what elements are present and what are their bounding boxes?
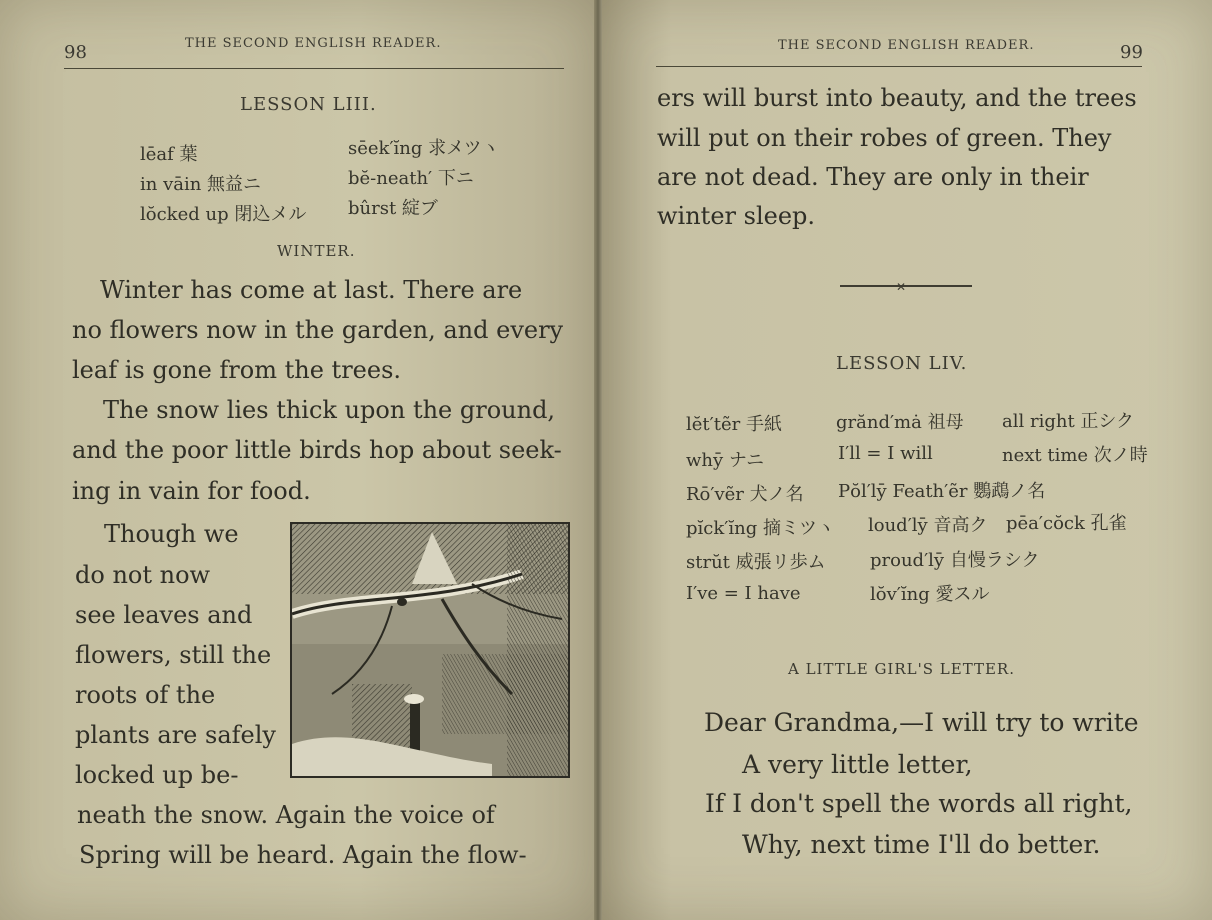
text-line: are not dead. They are only in their — [657, 163, 1089, 191]
text-line: do not now — [75, 561, 211, 589]
text-line: neath the snow. Again the voice of — [77, 801, 495, 829]
text-line: ing in vain for food. — [72, 477, 311, 505]
vocab-item: strŭt 威張リ歩ム — [686, 552, 826, 573]
text-line: see leaves and — [75, 601, 253, 629]
text-line: flowers, still the — [75, 641, 272, 669]
vocab-item: next time 次ノ時 — [1002, 445, 1148, 466]
poem-line: A very little letter, — [742, 750, 973, 779]
story-title-right: A LITTLE GIRL'S LETTER. — [788, 660, 1015, 678]
text-line: and the poor little birds hop about seek- — [72, 436, 562, 464]
story-title-left: WINTER. — [277, 242, 356, 260]
text-line: ers will burst into beauty, and the trees — [657, 84, 1137, 112]
text-line: winter sleep. — [657, 202, 816, 230]
vocab-item: bĕ-neath′ 下ニ — [348, 168, 474, 189]
vocab-item: lēaf 葉 — [140, 144, 198, 165]
header-rule-left — [64, 68, 564, 69]
text-line: no flowers now in the garden, and every — [72, 316, 564, 344]
text-line: roots of the — [75, 681, 216, 709]
vocab-item: Rō′vẽr 犬ノ名 — [686, 484, 804, 505]
vocab-item: pĭck′ĭng 摘ミツヽ — [686, 518, 835, 539]
vocab-item: I′ve = I have — [686, 583, 801, 604]
poem-line: Why, next time I'll do better. — [742, 830, 1101, 859]
text-line: Spring will be heard. Again the flow- — [79, 841, 527, 869]
winter-illustration — [290, 522, 570, 778]
vocab-item: lŏv′ĭng 愛スル — [870, 584, 990, 605]
text-line: Winter has come at last. There are — [100, 276, 523, 304]
vocab-item: sēek′ĭng 求メツヽ — [348, 138, 500, 159]
vocab-item: bûrst 綻ブ — [348, 198, 438, 219]
text-line: The snow lies thick upon the ground, — [103, 396, 556, 424]
book-spine — [594, 0, 602, 920]
text-line: leaf is gone from the trees. — [72, 356, 402, 384]
vocab-item: loud′lȳ 音高ク — [868, 515, 988, 536]
winter-engraving-image — [292, 524, 568, 776]
vocab-item: all right 正シク — [1002, 411, 1135, 432]
text-line: Though we — [104, 520, 239, 548]
vocab-item: Pŏl′lȳ Feath′ẽr 鸚鵡ノ名 — [838, 481, 1046, 502]
poem-line: Dear Grandma,—I will try to write — [704, 708, 1139, 737]
running-head-left: THE SECOND ENGLISH READER. — [185, 36, 442, 51]
vocab-item: I′ll = I will — [838, 443, 933, 464]
text-line: plants are safely — [75, 721, 276, 749]
running-head-right: THE SECOND ENGLISH READER. — [778, 38, 1035, 53]
page-number-left: 98 — [64, 42, 87, 63]
text-line: locked up be- — [75, 761, 239, 789]
poem-line: If I don't spell the words all right, — [705, 789, 1133, 818]
header-rule-right — [656, 66, 1142, 67]
vocab-item: proud′lȳ 自慢ラシク — [870, 550, 1040, 571]
lesson-title-left: LESSON LIII. — [240, 94, 377, 115]
vocab-item: grănd′mȧ 祖母 — [836, 412, 964, 433]
page-number-right: 99 — [1120, 42, 1143, 63]
ornament-knot-icon: ✕ — [896, 280, 907, 294]
vocab-item: lŏcked up 閉込メル — [140, 204, 307, 225]
vocab-item: whȳ ナニ — [686, 450, 765, 471]
vocab-item: pēa′cŏck 孔雀 — [1006, 513, 1127, 534]
vocab-item: lĕt′tẽr 手紙 — [686, 414, 782, 435]
text-line: will put on their robes of green. They — [657, 124, 1112, 152]
lesson-title-right: LESSON LIV. — [836, 353, 968, 374]
vocab-item: in vāin 無益ニ — [140, 174, 262, 195]
